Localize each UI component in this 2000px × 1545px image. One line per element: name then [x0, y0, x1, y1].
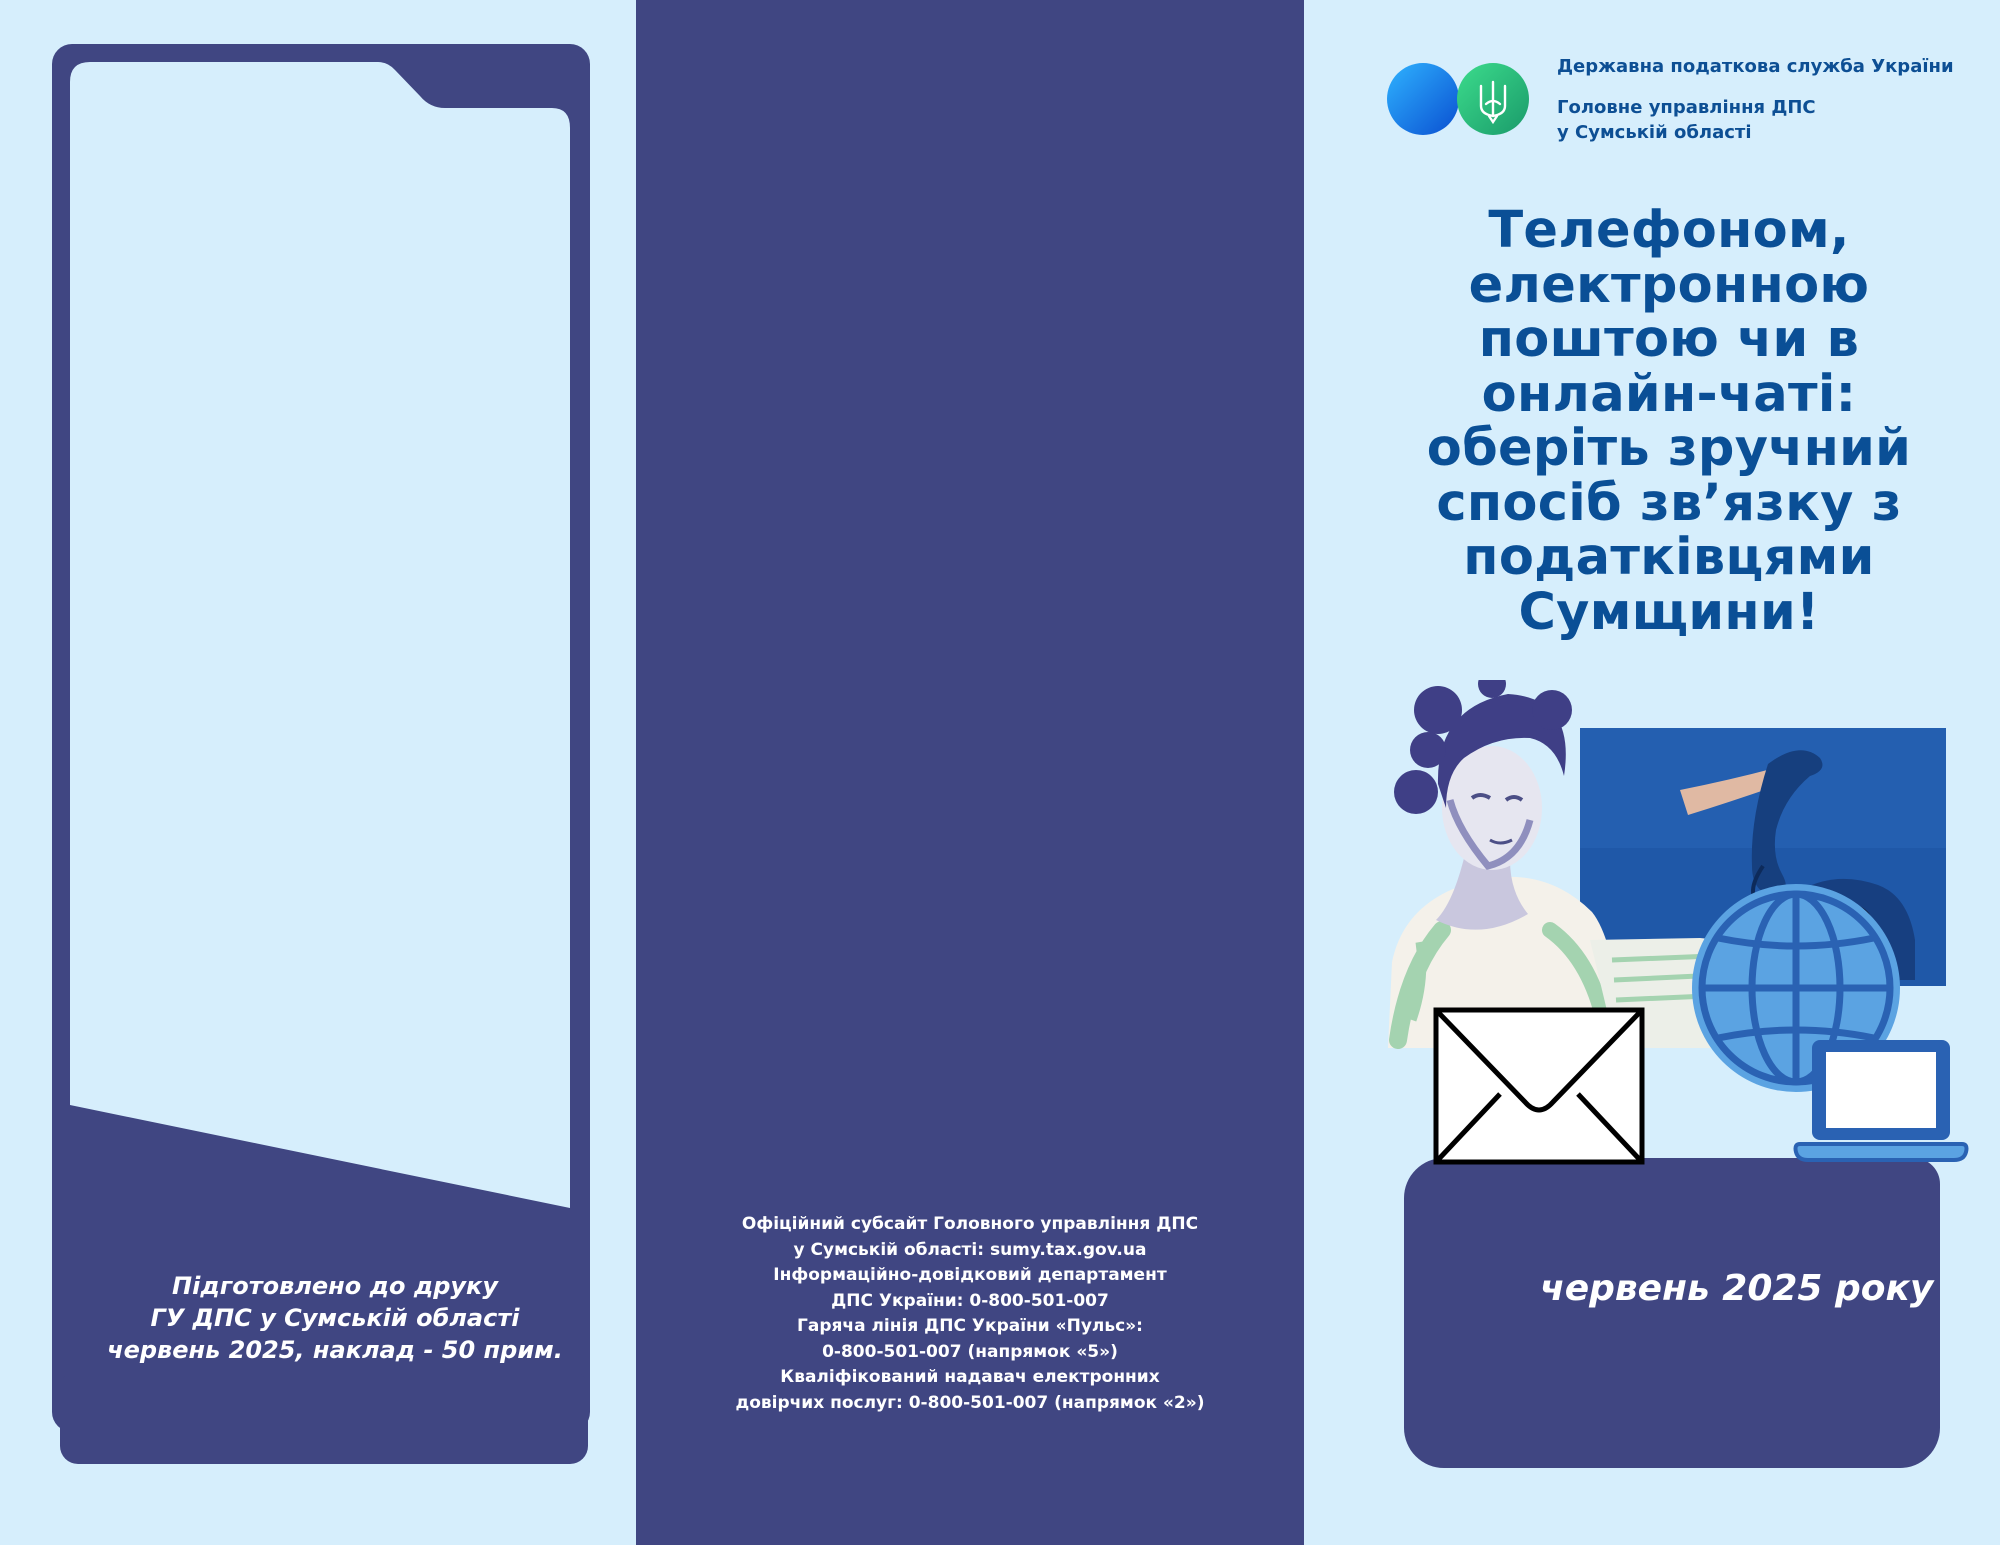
left-frame-window — [70, 62, 570, 1208]
logo-icon — [1385, 60, 1531, 138]
contact-line: Офіційний субсайт Головного управління ДПС — [741, 1214, 1199, 1234]
headline-line: електронною — [1468, 255, 1870, 315]
contact-line: довірчих послуг: 0-800-501-007 (напрямок «2») — [735, 1392, 1205, 1413]
date-label: червень 2025 року — [1540, 1268, 1934, 1309]
headline-line: податківцями — [1463, 528, 1875, 587]
department-line: у Сумській області — [1557, 122, 1752, 143]
headline-line: поштою чи в — [1478, 310, 1860, 369]
contact-line: 0-800-501-007 (напрямок «5») — [822, 1341, 1118, 1362]
contact-illustration — [1380, 680, 1970, 1180]
headline-line: онлайн-чаті: — [1481, 364, 1857, 424]
print-info-line: ГУ ДПС у Сумській області — [150, 1304, 520, 1332]
headline — [1384, 201, 1954, 642]
contact-line: Гаряча лінія ДПС України «Пульс»: — [797, 1316, 1143, 1336]
contact-line: ДПС України: 0-800-501-007 — [831, 1290, 1109, 1311]
headline-line: Телефоном, — [1488, 201, 1850, 260]
date-box — [1404, 1158, 1940, 1468]
headline-line: оберіть зручний — [1426, 419, 1912, 478]
print-info — [80, 1270, 590, 1366]
contact-line: Кваліфікований надавач електронних — [780, 1367, 1160, 1387]
headline-line: спосіб зв’язку з — [1436, 473, 1902, 533]
agency-name: Державна податкова служба України — [1557, 56, 1954, 77]
envelope-icon — [1436, 1010, 1642, 1162]
contact-info — [636, 1212, 1304, 1416]
contact-line: Інформаційно-довідковий департамент — [773, 1265, 1167, 1285]
department-line: Головне управління ДПС — [1557, 97, 1816, 118]
middle-panel — [636, 0, 1304, 1545]
laptop-icon — [1796, 1040, 1967, 1160]
print-info-line: червень 2025, наклад - 50 прим. — [107, 1336, 563, 1364]
print-info-line: Підготовлено до друку — [172, 1272, 498, 1300]
department-name — [1557, 95, 1816, 145]
headline-line: Сумщини! — [1518, 582, 1820, 642]
contact-line: у Сумській області: sumy.tax.gov.ua — [793, 1239, 1147, 1260]
